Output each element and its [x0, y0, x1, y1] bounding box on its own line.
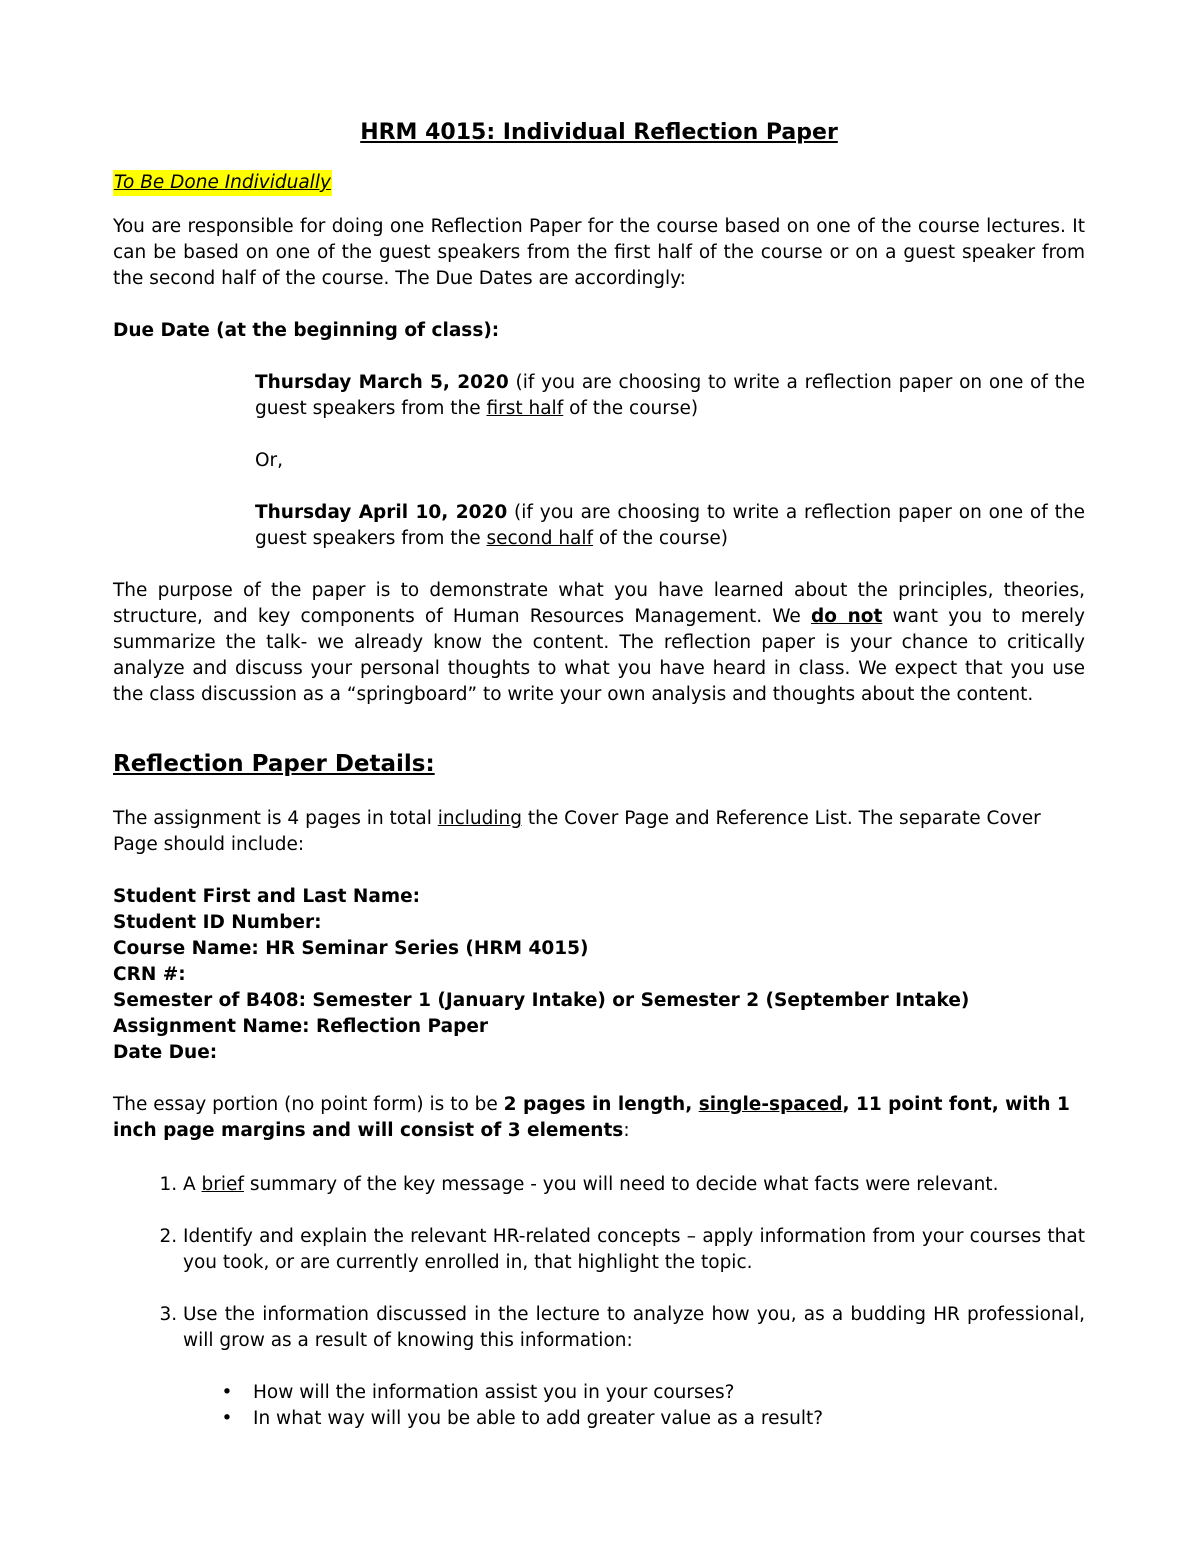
element-text: Use the information discussed in the lecture to analyze how you, as a budding HR professional, will grow as a result of knowing this information: [183, 1304, 1085, 1351]
essay-paragraph [113, 1092, 1085, 1144]
elements-list [113, 1172, 1085, 1432]
due-date-second-text: (if you are choosing to write a reflection paper on one of the guest speakers from the [255, 502, 1085, 549]
due-date-first-text-end: of the course) [563, 398, 699, 419]
details-heading: Reflection Paper Details: [113, 751, 435, 777]
essay-bold-underline: single-spaced [698, 1094, 843, 1115]
due-date-heading: Due Date (at the beginning of class): [113, 320, 500, 341]
purpose-text-end: want you to merely summarize the talk- we already know the content. The reflection paper is your chance to critically analyze and discuss your personal thoughts to what you have heard in class. We expect that you use the class discussion as a “springboard” to write your own analysis and thoughts about the content. [113, 606, 1086, 705]
question-text: How will the information assist you in your courses? [253, 1382, 735, 1403]
element-emphasis: brief [201, 1174, 244, 1195]
purpose-text: The purpose of the paper is to demonstrate what you have learned about the principles, theories, structure, and key components of Human Resources Management. We [113, 580, 1085, 627]
or-label: Or, [255, 450, 284, 471]
list-item [183, 1302, 1085, 1432]
bullet-icon: • [221, 1382, 233, 1403]
cover-item: Semester of B408: Semester 1 (January Intake) or Semester 2 (September Intake) [113, 990, 970, 1011]
list-item [217, 1380, 1085, 1406]
assignment-text: The assignment is 4 pages in total [113, 808, 438, 829]
essay-text-end: : [623, 1120, 630, 1141]
due-date-second-text-end: of the course) [593, 528, 728, 549]
assignment-paragraph [113, 806, 1085, 858]
cover-item: Course Name: HR Seminar Series (HRM 4015) [113, 938, 589, 959]
list-item: 2. Identify and explain the relevant HR-related concepts – apply information from your courses that you took, or are currently enrolled in, that highlight the topic. [183, 1224, 1085, 1276]
cover-item: Student First and Last Name: [113, 886, 421, 907]
purpose-paragraph [113, 578, 1085, 708]
cover-item: Assignment Name: Reflection Paper [113, 1016, 488, 1037]
list-item [217, 1406, 1085, 1432]
assignment-emphasis: including [437, 808, 523, 829]
cover-item: Date Due: [113, 1042, 218, 1063]
essay-bold: 2 pages in length, [503, 1094, 699, 1115]
cover-item: CRN #: [113, 964, 186, 985]
page-title: HRM 4015: Individual Reflection Paper [360, 120, 838, 145]
due-date-first-emphasis: first half [486, 398, 564, 419]
due-date-first [255, 370, 1085, 422]
assignment-text-end: the Cover Page and Reference List. The separate Cover Page should include: [113, 808, 1041, 855]
due-date-second-date: Thursday April 10, 2020 [255, 502, 508, 523]
list-item [183, 1172, 1085, 1198]
individually-label: To Be Done Individually [113, 170, 332, 196]
question-text: In what way will you be able to add greater value as a result? [253, 1408, 824, 1429]
due-date-second-emphasis: second half [486, 528, 594, 549]
cover-page-list [113, 884, 1085, 1066]
bullet-icon: • [221, 1408, 233, 1429]
questions-list [183, 1380, 1085, 1432]
intro-paragraph: You are responsible for doing one Reflection Paper for the course based on one of the course lectures. It can be based on one of the guest speakers from the first half of the course or on a guest speaker from the second half of the course. The Due Dates are accordingly: [113, 216, 1085, 289]
element-text: A [183, 1174, 202, 1195]
or-label-wrap [255, 448, 1085, 474]
element-text-end: summary of the key message - you will need to decide what facts were relevant. [243, 1174, 999, 1195]
due-date-first-text: (if you are choosing to write a reflection paper on one of the guest speakers from the [255, 372, 1085, 419]
essay-bold-end: , 11 point font, with 1 inch page margins and will consist of 3 elements [113, 1094, 1070, 1141]
due-date-first-date: Thursday March 5, 2020 [255, 372, 509, 393]
essay-text: The essay portion (no point form) is to be [113, 1094, 504, 1115]
cover-item: Student ID Number: [113, 912, 322, 933]
document-page [113, 110, 1085, 1432]
due-date-second [255, 500, 1085, 552]
purpose-emphasis: do not [810, 606, 883, 627]
